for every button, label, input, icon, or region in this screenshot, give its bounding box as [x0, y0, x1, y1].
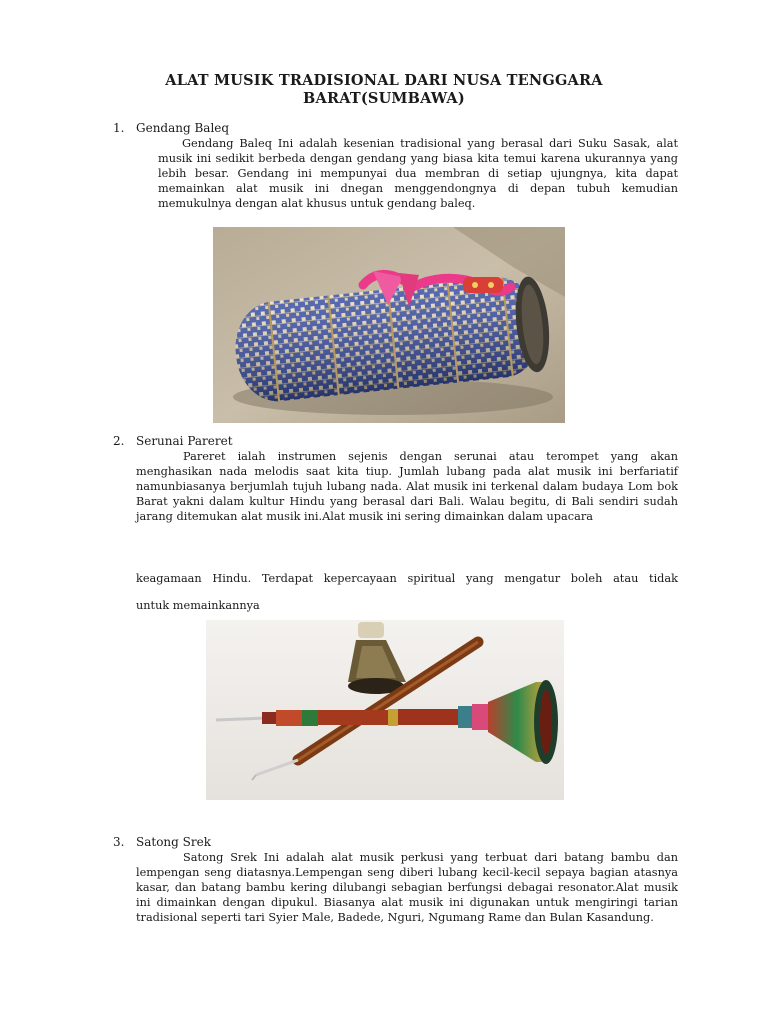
section-heading: Gendang Baleq [136, 121, 230, 135]
title-line-2: BARAT(SUMBAWA) [303, 90, 465, 107]
title-line-1: ALAT MUSIK TRADISIONAL DARI NUSA TENGGARA [165, 72, 603, 89]
section-number: 2. [113, 434, 125, 448]
document-title [100, 72, 668, 108]
section-paragraph: Satong Srek Ini adalah alat musik perkusi yang terbuat dari batang bambu dan lempengan seng diatasnya.Lempengan seng diberi lubang kecil-kecil sepaya bagian atasnya kasar, dan batang bambu kering dilubangi sebagian berfungsi debagai resonator.Alat musik ini dimainkan dengan dipukul. Biasanya alat musik ini digunakan untuk mengiringi tarian tradisional seperti tari Syier Male, Badede, Nguri, Ngumang Rame dan Bulan Kasandung. [136, 851, 678, 924]
gendang-baleq-photo [213, 227, 565, 423]
section-paragraph-continuation: keagamaan Hindu. Terdapat kepercayaan spiritual yang mengatur boleh atau tidak [136, 572, 678, 585]
section-heading: Satong Srek [136, 835, 211, 849]
section-paragraph: Pareret ialah instrumen sejenis dengan serunai atau terompet yang akan menghasikan nada melodis saat kita tiup. Jumlah lubang pada alat musik ini berfariatif namunbiasanya berjumlah tujuh lubang nada. Alat musik ini terkenal dalam budaya Lom bok Barat yakni dalam kultur Hindu yang berasal dari Bali. Walau begitu, di Bali sendiri sudah jarang ditemukan alat musik ini.Alat musik ini sering dimainkan dalam upacara [136, 450, 678, 523]
section-number: 3. [113, 835, 125, 849]
section-paragraph: Gendang Baleq Ini adalah kesenian tradisional yang berasal dari Suku Sasak, alat musik ini sedikit berbeda dengan gendang yang biasa kita temui karena ukurannya yang lebih besar. Gendang ini mempunyai dua membran di setiap ujungnya, kita dapat memainkan alat musik ini dnegan menggendongnya di depan tubuh kemudian memukulnya dengan alat khusus untuk gendang baleq. [158, 137, 678, 210]
section-heading: Serunai Pareret [136, 434, 233, 448]
serunai-pareret-photo [206, 620, 564, 800]
section-number: 1. [113, 121, 125, 135]
section-paragraph-continuation: untuk memainkannya [136, 599, 260, 612]
